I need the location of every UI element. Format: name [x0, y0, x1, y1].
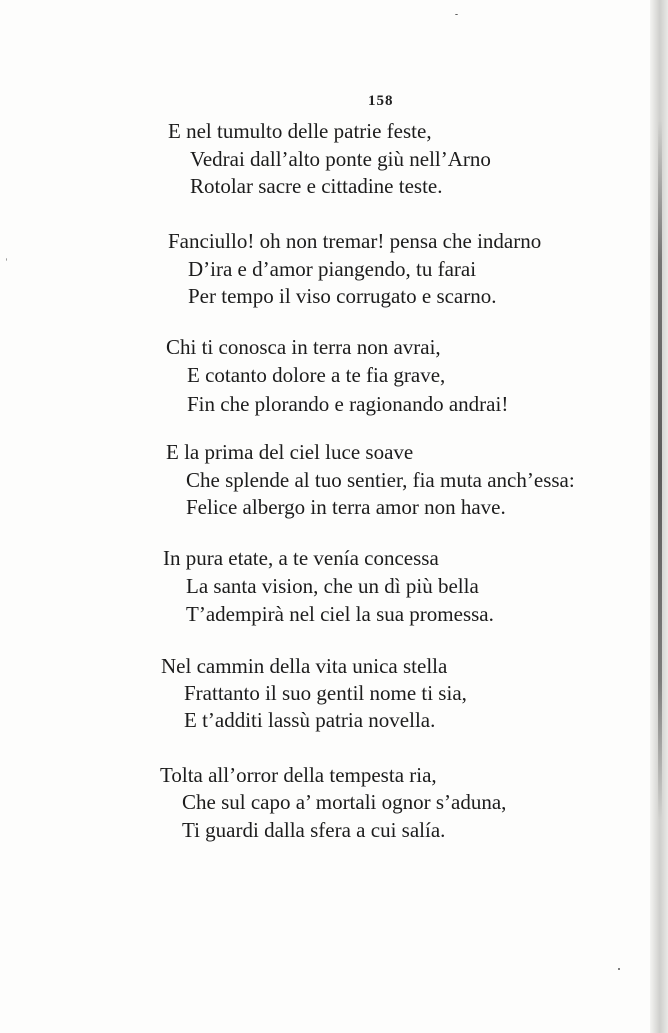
verse-line: Tolta all’orror della tempesta ria,	[160, 763, 437, 787]
verse-line: E cotanto dolore a te fia grave,	[187, 363, 446, 387]
verse-line: Rotolar sacre e cittadine teste.	[190, 174, 443, 198]
paper-speck	[6, 258, 7, 261]
verse-line: D’ira e d’amor piangendo, tu farai	[188, 257, 477, 281]
verse-line: E la prima del ciel luce soave	[166, 440, 414, 464]
verse-line: La santa vision, che un dì più bella	[186, 574, 479, 598]
verse-line: E t’additi lassù patria novella.	[184, 708, 436, 732]
paper-speck	[455, 14, 458, 15]
verse-line: In pura etate, a te venía concessa	[163, 546, 439, 570]
page-edge-dark	[658, 120, 662, 820]
verse-line: Vedrai dall’alto ponte giù nell’Arno	[190, 147, 491, 171]
verse-line: Che sul capo a’ mortali ognor s’aduna,	[182, 790, 507, 814]
paper-speck	[618, 968, 620, 970]
verse-line: Fanciullo! oh non tremar! pensa che indarno	[168, 229, 542, 253]
verse-line: Nel cammin della vita unica stella	[161, 654, 448, 678]
page-number: 158	[368, 93, 394, 109]
verse-line: Felice albergo in terra amor non have.	[186, 495, 506, 519]
verse-line: Ti guardi dalla sfera a cui salía.	[182, 818, 446, 842]
verse-line: Che splende al tuo sentier, fia muta anch’essa:	[186, 468, 575, 492]
verse-line: Frattanto il suo gentil nome ti sia,	[184, 681, 467, 705]
verse-line: T’adempirà nel ciel la sua promessa.	[186, 602, 494, 626]
verse-line: E nel tumulto delle patrie feste,	[168, 119, 432, 143]
verse-line: Fin che plorando e ragionando andrai!	[187, 392, 509, 416]
verse-line: Chi ti conosca in terra non avrai,	[166, 335, 441, 359]
verse-line: Per tempo il viso corrugato e scarno.	[188, 284, 497, 308]
